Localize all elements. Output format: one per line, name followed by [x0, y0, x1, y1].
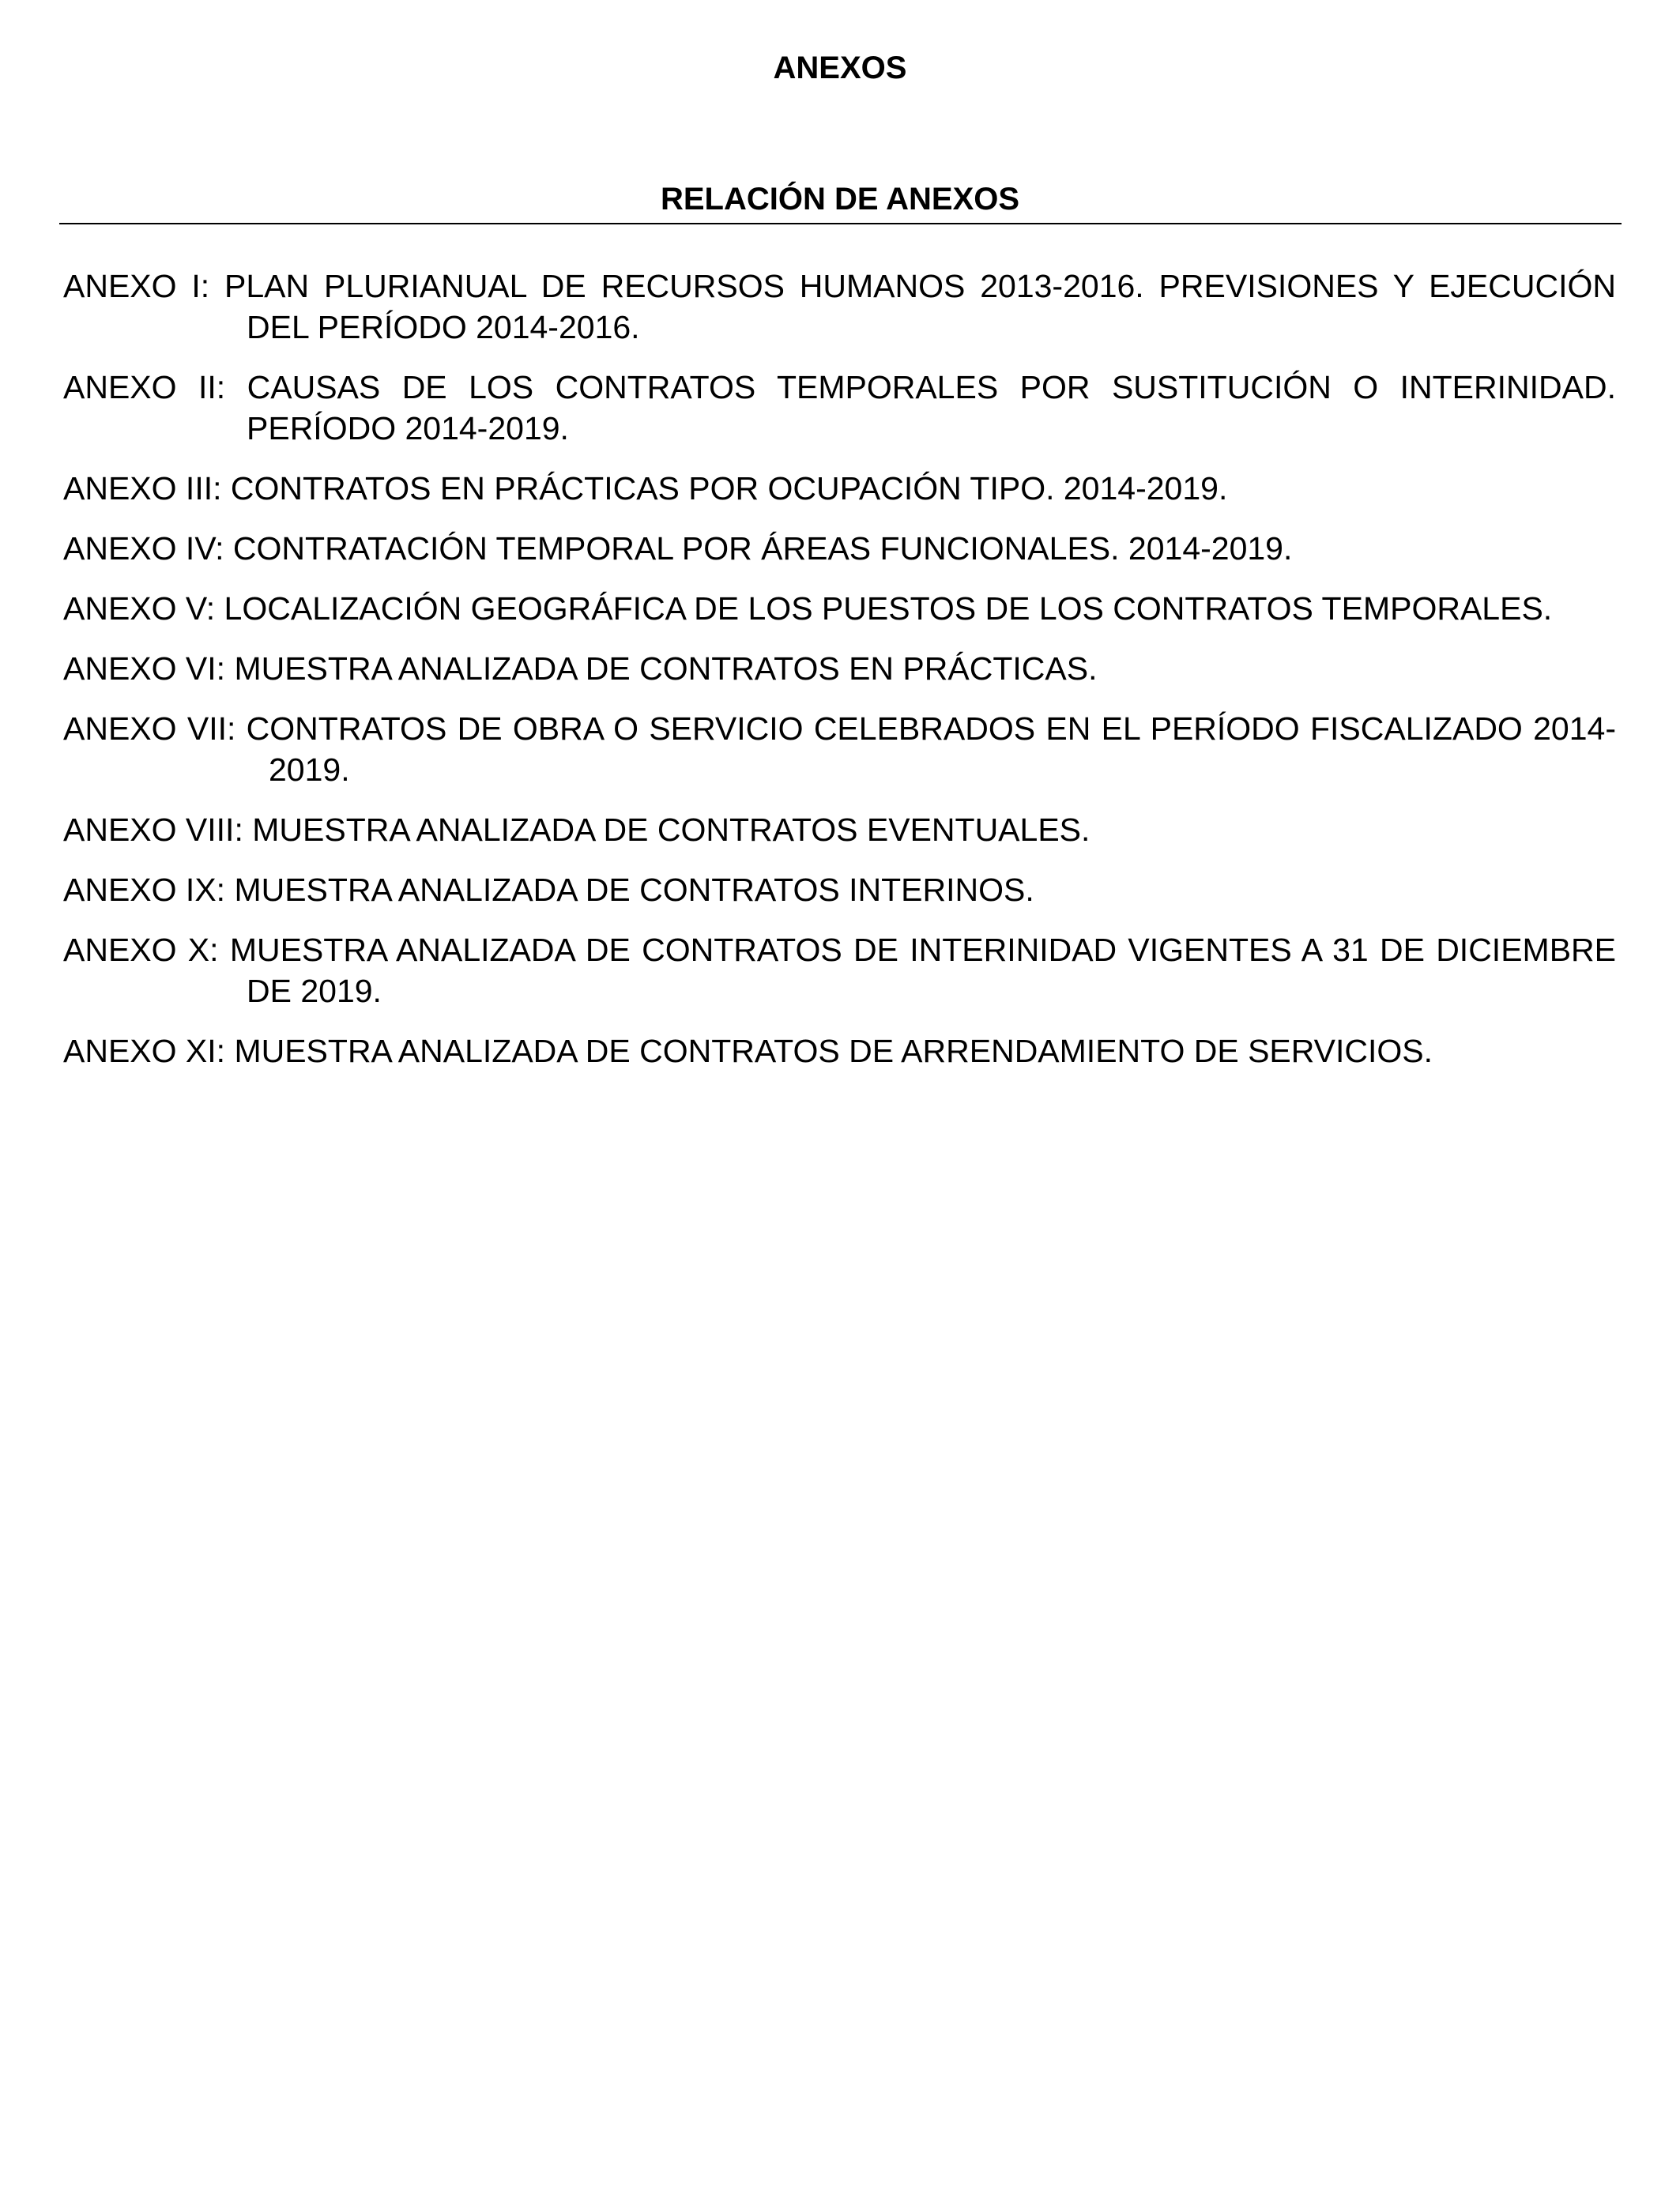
annex-item-iii: ANEXO III: CONTRATOS EN PRÁCTICAS POR OCUPACIÓN TIPO. 2014-2019. [63, 470, 1228, 507]
annex-item-xi: ANEXO XI: MUESTRA ANALIZADA DE CONTRATOS DE ARRENDAMIENTO DE SERVICIOS. [63, 1033, 1433, 1069]
annex-item-iv: ANEXO IV: CONTRATACIÓN TEMPORAL POR ÁREAS FUNCIONALES. 2014-2019. [63, 530, 1293, 567]
annex-item-viii: ANEXO VIII: MUESTRA ANALIZADA DE CONTRATOS EVENTUALES. [63, 812, 1090, 848]
annex-item-ix: ANEXO IX: MUESTRA ANALIZADA DE CONTRATOS INTERINOS. [63, 872, 1034, 908]
annex-item-v: ANEXO V: LOCALIZACIÓN GEOGRÁFICA DE LOS PUESTOS DE LOS CONTRATOS TEMPORALES. [63, 590, 1553, 627]
page-title: ANEXOS [773, 51, 907, 85]
annex-item-i: ANEXO I: PLAN PLURIANUAL DE RECURSOS HUMANOS 2013-2016. PREVISIONES Y EJECUCIÓN DEL PERÍODO 2014-2016. [63, 268, 1616, 345]
section-title: RELACIÓN DE ANEXOS [660, 182, 1020, 217]
annex-list [63, 266, 1616, 1090]
annex-item-vii: ANEXO VII: CONTRATOS DE OBRA O SERVICIO CELEBRADOS EN EL PERÍODO FISCALIZADO 2014-2019. [63, 710, 1616, 788]
annex-item-ii: ANEXO II: CAUSAS DE LOS CONTRATOS TEMPORALES POR SUSTITUCIÓN O INTERINIDAD. PERÍODO 2014-2019. [63, 369, 1616, 446]
section-divider [59, 223, 1622, 224]
annex-item-x: ANEXO X: MUESTRA ANALIZADA DE CONTRATOS DE INTERINIDAD VIGENTES A 31 DE DICIEMBRE DE 2019. [63, 932, 1616, 1009]
annex-item-vi: ANEXO VI: MUESTRA ANALIZADA DE CONTRATOS EN PRÁCTICAS. [63, 650, 1098, 687]
